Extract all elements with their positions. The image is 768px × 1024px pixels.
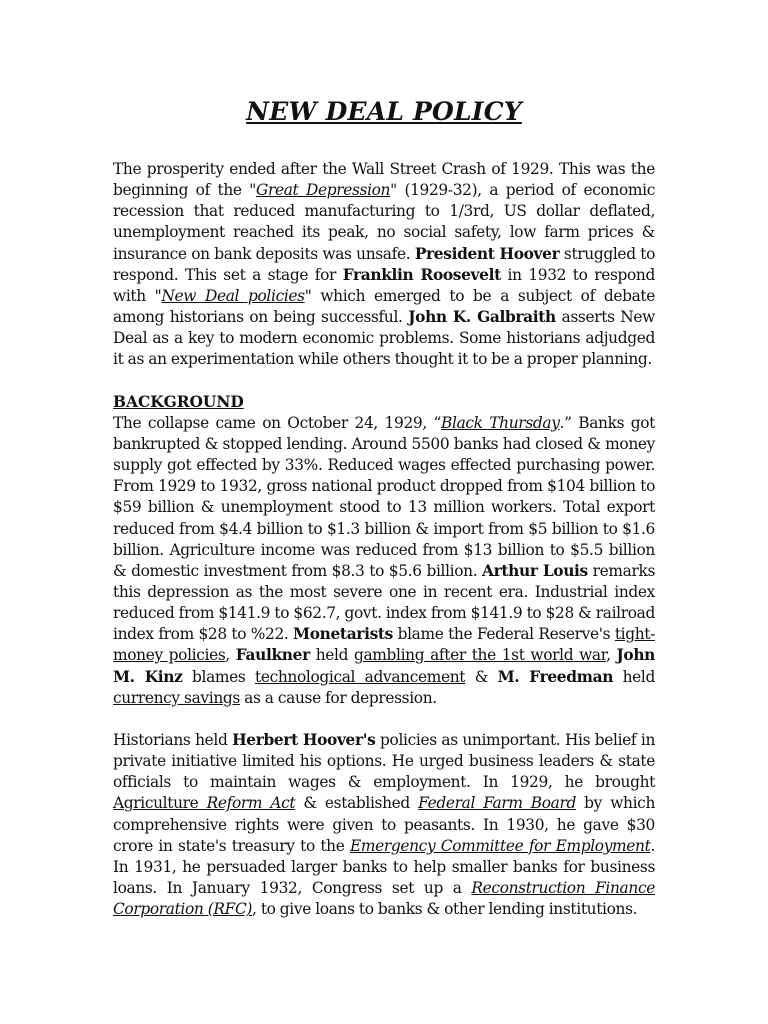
freedman-name: M. Freedman [497,667,614,686]
reform-act-term: Reform Act [206,794,296,813]
document-title: NEW DEAL POLICY [246,97,522,126]
emergency-committee-term: Emergency Committee for Employment [349,836,651,855]
arthur-louis-name: Arthur Louis [482,561,588,580]
paragraph-gap [113,709,655,730]
intro-paragraph: The prosperity ended after the Wall Street Crash of 1929. This was the beginning of the "Great Depression" (1929-32), a period of economic recession that reduced manufacturing to 1/3rd, US dollar deflated, unemployment reached its peak, no social safety, low farm prices & insurance on bank deposits was unsafe. President Hoover struggled to respond. This set a stage for Franklin Roosevelt in 1932 to respond with "New Deal policies" which emerged to be a subject of debate among historians on being successful. John K. Galbraith asserts New Deal as a key to modern economic problems. Some historians adjudged it as an experimentation while others thought it to be a proper planning. [113,160,656,369]
rfc-term: Reconstruction Finance Corporation (RFC) [113,879,655,919]
technology-term: technological advancement [254,667,466,686]
herbert-hoover-name: Herbert Hoover's [232,730,376,749]
background-paragraph: The collapse came on October 24, 1929, “Black Thursday.” Banks got bankrupted & stopped lending. Around 5500 banks had closed & money supply got effected by 33%. Reduced wages effected purchasing power. From 1929 to 1932, gross national product dropped from $104 billion to $59 billion & unemployment stood to 13 million workers. Total export reduced from $4.4 billion to $1.3 billion & import from $5 billion to $1.6 billion. Agriculture income was reduced from $13 billion to $5.5 billion & domestic investment from $8.3 to $5.6 billion. Arthur Louis remarks this depression as the most severe one in recent era. Industrial index reduced from $141.9 to $62.7, govt. index from $141.9 to $28 & railroad index from $28 to %22. Monetarists blame the Federal Reserve's tight-money policies, Faulkner held gambling after the 1st world war, John M. Kinz blames technological advancement & M. Freedman held currency savings as a cause for depression. [113,413,656,707]
kinz-name: John M. Kinz [113,646,655,686]
background-heading: BACKGROUND [113,392,244,411]
great-depression-term: Great Depression [256,181,391,200]
gambling-term: gambling after the 1st world war [353,646,607,665]
franklin-roosevelt-name: Franklin Roosevelt [342,265,501,284]
farm-board-term: Federal Farm Board [418,794,576,813]
monetarists-term: Monetarists [293,625,393,644]
tight-money-term: tight-money policies [113,625,655,665]
paragraph-gap [113,371,655,392]
president-hoover-name: President Hoover [414,244,560,263]
agriculture-term: Agriculture [113,794,207,813]
currency-savings-term: currency savings [113,688,240,707]
document-page [113,92,655,920]
black-thursday-term: Black Thursday [441,413,560,432]
faulkner-name: Faulkner [235,646,310,665]
new-deal-policies-term: New Deal policies [161,286,305,305]
hoover-paragraph: Historians held Herbert Hoover's policies as unimportant. His belief in private initiative limited his options. He urged business leaders & state officials to maintain wages & employment. In 1929, he brought Agriculture Reform Act & established Federal Farm Board by which comprehensive rights were given to peasants. In 1930, he gave $30 crore in state's treasury to the Emergency Committee for Employment. In 1931, he persuaded larger banks to help smaller banks for business loans. In January 1932, Congress set up a Reconstruction Finance Corporation (RFC), to give loans to banks & other lending institutions. [113,730,656,919]
galbraith-name: John K. Galbraith [408,308,556,327]
